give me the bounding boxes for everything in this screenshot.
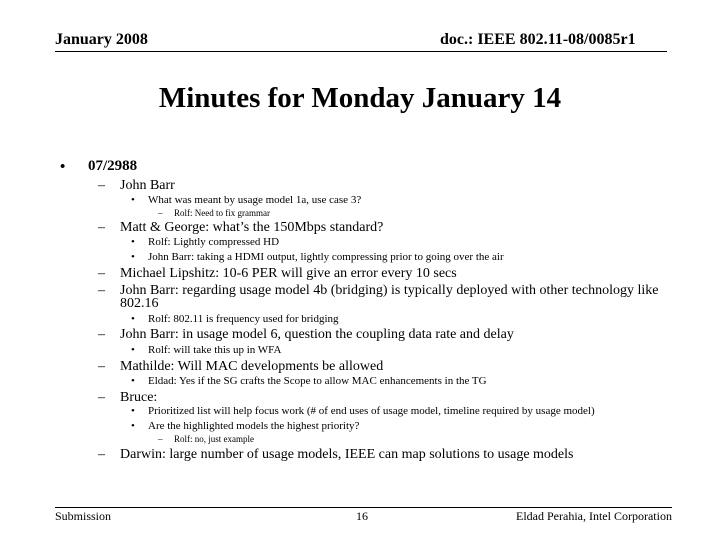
bullet-marker: • xyxy=(131,405,135,417)
bullet-marker: • xyxy=(131,313,135,325)
footer-submission: Submission xyxy=(55,509,112,523)
dash-marker: – xyxy=(98,283,105,298)
list-item: Rolf: Lightly compressed HD xyxy=(148,236,280,248)
dash-marker: – xyxy=(158,434,163,444)
dash-marker: – xyxy=(98,327,105,342)
dash-marker: – xyxy=(98,178,105,193)
footer-author: Eldad Perahia, Intel Corporation xyxy=(516,509,672,523)
bullet-marker: • xyxy=(131,420,135,432)
bullet-marker: • xyxy=(131,344,135,356)
page-number: 16 xyxy=(356,509,368,523)
list-item: John Barr: regarding usage model 4b (bridging) is typically deployed with other technology like xyxy=(120,283,659,298)
list-item: Darwin: large number of usage models, IEEE can map solutions to usage models xyxy=(120,447,574,462)
list-item: John Barr xyxy=(120,178,175,193)
list-item: Matt & George: what’s the 150Mbps standard? xyxy=(120,220,384,235)
list-item: Eldad: Yes if the SG crafts the Scope to allow MAC enhancements in the TG xyxy=(148,375,487,387)
list-item: Michael Lipshitz: 10-6 PER will give an error every 10 secs xyxy=(120,266,457,281)
dash-marker: – xyxy=(158,208,163,218)
bullet-marker: • xyxy=(131,375,135,387)
list-item: What was meant by usage model 1a, use case 3? xyxy=(148,194,362,206)
bullet-marker: • xyxy=(131,236,135,248)
page-title: Minutes for Monday January 14 xyxy=(158,82,562,114)
bullet-marker: • xyxy=(131,194,135,206)
bullet-marker: • xyxy=(131,251,135,263)
header-date: January 2008 xyxy=(55,31,148,48)
list-item: Prioritized list will help focus work (# of end uses of usage model, timeline required by usage model) xyxy=(148,405,595,417)
header-rule xyxy=(55,51,667,52)
list-item: Bruce: xyxy=(120,390,158,405)
list-item: Rolf: no, just example xyxy=(174,434,254,444)
list-item: Rolf: will take this up in WFA xyxy=(148,344,282,356)
list-item: Rolf: 802.11 is frequency used for bridging xyxy=(148,313,339,325)
list-item-continued: 802.16 xyxy=(120,296,159,311)
footer-rule xyxy=(55,507,672,508)
bullet-marker: • xyxy=(60,159,66,175)
list-item: Are the highlighted models the highest priority? xyxy=(148,420,360,432)
dash-marker: – xyxy=(98,266,105,281)
list-item: Rolf: Need to fix grammar xyxy=(174,208,270,218)
list-item: John Barr: taking a HDMI output, lightly compressing prior to going over the air xyxy=(148,251,504,263)
list-item: Mathilde: Will MAC developments be allowed xyxy=(120,359,384,374)
dash-marker: – xyxy=(98,390,105,405)
list-item: John Barr: in usage model 6, question the coupling data rate and delay xyxy=(120,327,514,342)
dash-marker: – xyxy=(98,447,105,462)
dash-marker: – xyxy=(98,359,105,374)
header-doc-id: doc.: IEEE 802.11-08/0085r1 xyxy=(440,31,636,48)
dash-marker: – xyxy=(98,220,105,235)
topic-item: 07/2988 xyxy=(88,158,138,174)
